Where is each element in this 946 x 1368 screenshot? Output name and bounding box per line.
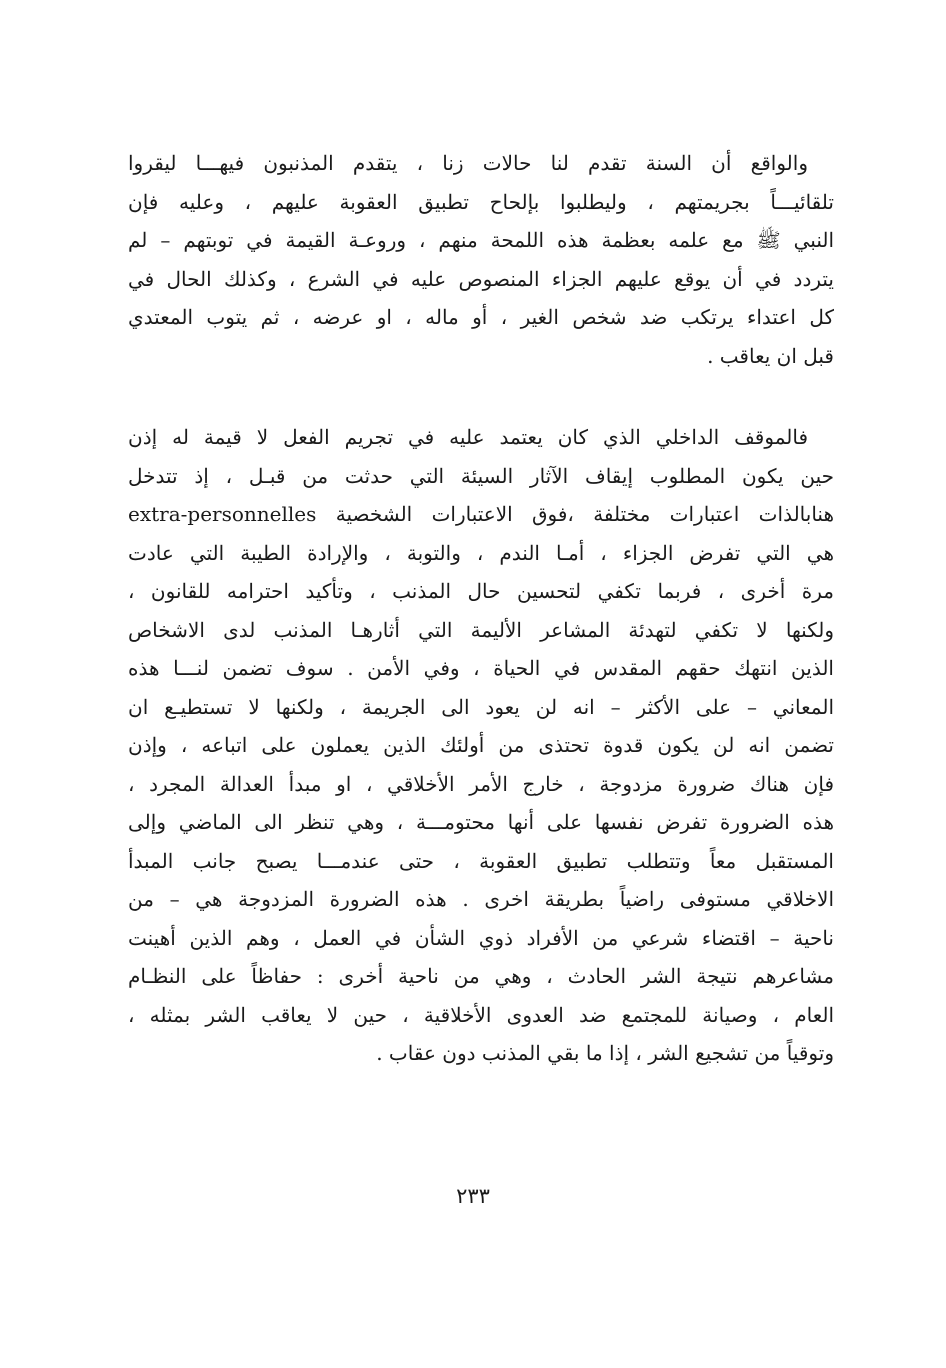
text-line: الاخلاقي مستوفى راضياً بطريقة اخرى . هذه الضرورة المزدوجة هي – من <box>128 887 834 911</box>
text-line: وتوقياً من تشجيع الشر ، إذا ما بقي المذنب دون عقاب . <box>376 1041 834 1065</box>
page-number: ٢٣٣ <box>456 1184 490 1208</box>
text-line: هذه الضرورة تفرض نفسها على أنها محتومـــة ، وهي تنظر الى الماضي وإلى <box>128 810 834 834</box>
text-line: ولكنها لا تكفي لتهدئة المشاعر الأليمة التي أثارهـا المذنب لدى الاشخاص <box>128 617 834 642</box>
text-line: كل اعتداء يرتكب ضد شخص الغير ، أو ماله ، او عرضه ، ثم يتوب المعتدي <box>128 305 834 329</box>
text-line: الذين انتهك حقهم المقدس في الحياة ، وفي الأمن . سوف تضمن لنـــا هذه <box>128 656 834 680</box>
text-line: مرة أخرى ، فربما تكفي لتحسين حال المذنب ، وتأكيد احترامه للقانون ، <box>128 579 834 603</box>
text-line: تلقائيـــاً بجريمتهم ، وليطلبوا بإلحاح تطبيق العقوبة عليهم ، وعليه فإن <box>128 189 834 214</box>
text-line: هنابالذات اعتبارات مختلفة ،فوق الاعتبارات الشخصية extra-personnelles <box>128 502 834 526</box>
text-line: حين يكون المطلوب إيقاف الآثار السيئة التي حدثت من قبـل ، إذ تتدخل <box>128 463 834 488</box>
text-line: يتردد في أن يوقع عليهم الجزاء المنصوص عليه في الشرع ، وكذلك الحال في <box>128 266 834 291</box>
text-line: قبل ان يعاقب . <box>707 343 834 368</box>
text-line: والواقع أن السنة تقدم لنا حالات زنا ، يتقدم المذنبون فيهـــا ليقروا <box>128 151 808 175</box>
text-line: فإن هناك ضرورة مزدوجة ، خارج الأمر الأخلاقي ، او مبدأ العدالة المجرد ، <box>128 771 834 796</box>
paragraph-1 <box>128 144 834 375</box>
paragraph-2 <box>128 418 834 1073</box>
text-line: المعاني – على الأكثر – انه لن يعود الى الجريمة ، ولكنها لا تستطيـع ان <box>128 694 834 719</box>
text-line: هي التي تفرض الجزاء ، أمـا الندم ، والتوبة ، والإرادة الطيبة التي عادت <box>128 540 834 565</box>
text-line: تضمن انه لن يكون قدوة تحتذى من أولئك الذين يعملون على اتباعه ، وإذن <box>128 733 834 757</box>
text-line: مشاعرهم نتيجة الشر الحادث ، وهي من ناحية أخرى : حفاظاً على النظـام <box>128 964 834 988</box>
text-line: فالموقف الداخلي الذي كان يعتمد عليه في تجريم الفعل لا قيمة له إذن <box>128 425 808 449</box>
text-line: العام ، وصيانة للمجتمع ضد العدوى الأخلاقية ، حين لا يعاقب الشر بمثله ، <box>128 1002 834 1027</box>
text-line: النبي ﷺ مع علمه بعظمة هذه اللمحة منهم ، وروعـة القيمة في توبتهم – لم <box>128 228 834 252</box>
text-line: ناحية – اقتضاء شرعي من الأفراد ذوي الشأن في العمل ، وهم الذين أهينت <box>128 925 834 950</box>
text-line: المستقبل معاً وتتطلب تطبيق العقوبة ، حتى عندمـــا يصبح جانب المبدأ <box>128 848 834 873</box>
